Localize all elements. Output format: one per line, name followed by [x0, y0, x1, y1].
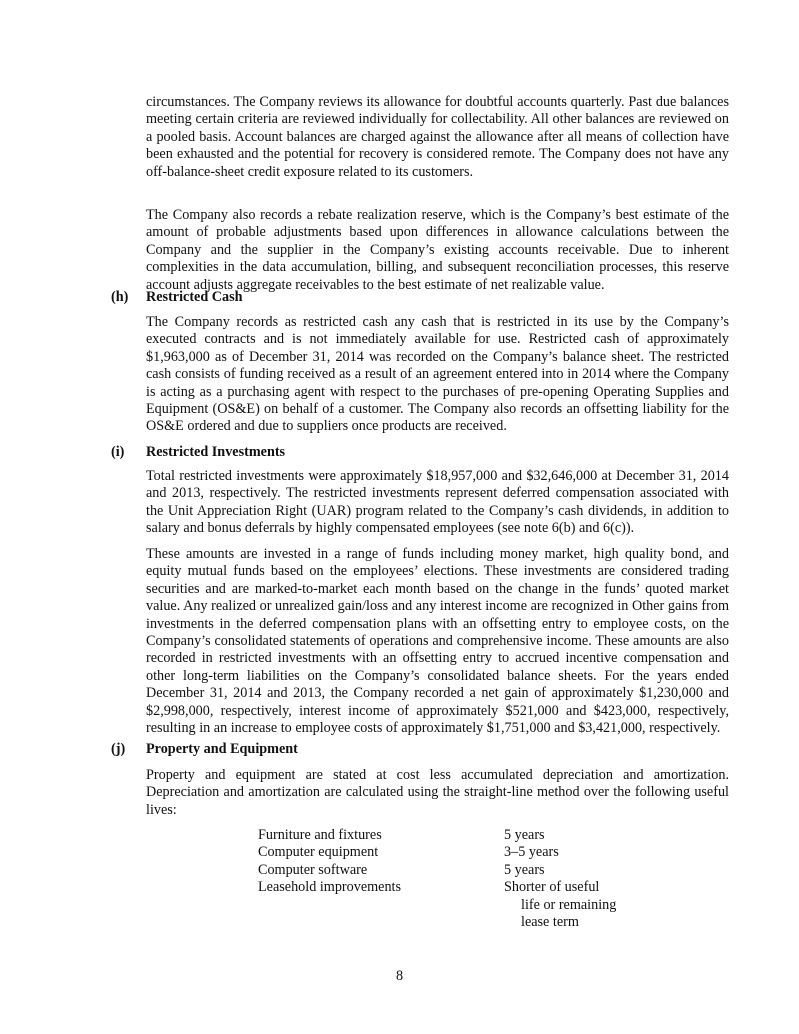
section-title: Restricted Investments	[146, 444, 286, 460]
useful-life-cell	[504, 879, 616, 931]
asset-type-cell: Furniture and fixtures	[258, 827, 382, 843]
useful-life-cell	[504, 827, 616, 844]
paragraph-investment-funds: These amounts are invested in a range of funds including money market, high quality bond, and equity mutual funds based on the employees’ elections. These investments are considered trading securities and are marked-to-market each month based on the change in the funds’ quoted market value. Any realized or unrealized gain/loss and any interest income are recognized in Other gains from investments in the deferred compensation plans with an offsetting entry to employee costs, on the Company’s consolidated statements of operations and comprehensive income. These amounts are also recorded in restricted investments with an offsetting entry to accrued incentive compensation and other long-term liabilities on the Company’s consolidated balance sheets. For the years ended December 31, 2014 and 2013, the Company recorded a net gain of approximately $1,230,000 and $2,998,000, respectively, interest income of approximately $521,000 and $423,000, respectively, resulting in an increase to employee costs of approximately $1,751,000 and $3,421,000, respectively.	[146, 546, 729, 737]
table-row	[258, 827, 616, 844]
page-number: 8	[395, 968, 404, 984]
useful-life-continuation: lease term	[521, 914, 579, 931]
asset-type-cell: Leasehold improvements	[258, 879, 402, 896]
paragraph-restricted-investments: Total restricted investments were approximately $18,957,000 and $32,646,000 at December 31, 2014 and 2013, respectively. The restricted investments represent deferred compensation associated with the Unit Appreciation Right (UAR) program related to the Company’s cash dividends, in addition to salary and bonus deferrals by highly compensated employees (see note 6(b) and 6(c)).	[146, 468, 729, 537]
table-row	[258, 879, 616, 931]
useful-life-cell	[504, 844, 616, 861]
section-title: Restricted Cash	[146, 289, 243, 305]
section-title: Property and Equipment	[146, 741, 298, 757]
useful-life-value: 3–5 years	[504, 844, 559, 861]
asset-type-cell: Computer equipment	[258, 844, 379, 861]
asset-type-cell: Computer software	[258, 861, 368, 878]
section-letter: (h)	[111, 289, 129, 305]
useful-life-value: 5 years	[504, 861, 545, 878]
paragraph-property-equipment: Property and equipment are stated at cost less accumulated depreciation and amortization. Depreciation and amortization are calculated using the straight-line method over the following useful lives:	[146, 767, 729, 818]
useful-life-value: Shorter of useful	[504, 879, 600, 896]
useful-lives-body	[258, 827, 616, 931]
section-letter: (j)	[111, 741, 126, 757]
useful-life-value: 5 years	[504, 827, 545, 843]
section-heading-property-equipment	[111, 741, 298, 758]
useful-life-cell	[504, 862, 616, 879]
section-heading-restricted-cash	[111, 289, 243, 306]
table-row	[258, 862, 616, 879]
section-letter: (i)	[111, 444, 125, 460]
table-row	[258, 844, 616, 861]
paragraph-restricted-cash: The Company records as restricted cash any cash that is restricted in its use by the Company’s executed contracts and is not immediately available for use. Restricted cash of approximately $1,963,000 as of December 31, 2014 was recorded on the Company’s balance sheet. The restricted cash consists of funding received as a result of an agreement entered into in 2014 where the Company is acting as a purchasing agent with respect to the purchases of pre-opening Operating Supplies and Equipment (OS&E) on behalf of a customer. The Company also records an offsetting liability for the OS&E ordered and due to suppliers once products are received.	[146, 314, 729, 435]
paragraph-rebate-reserve: The Company also records a rebate realization reserve, which is the Company’s best estimate of the amount of probable adjustments based upon differences in allowance calculations between the Company and the supplier in the Company’s existing accounts receivable. Due to inherent complexities in the data accumulation, billing, and subsequent reconciliation processes, this reserve account adjusts aggregate receivables to the best estimate of net realizable value.	[146, 207, 729, 293]
useful-life-continuation: life or remaining	[521, 896, 617, 913]
useful-lives-table	[258, 827, 616, 931]
paragraph-allowance-review: circumstances. The Company reviews its allowance for doubtful accounts quarterly. Past due balances meeting certain criteria are reviewed individually for collectability. All other balances are reviewed on a pooled basis. Account balances are charged against the allowance after all means of collection have been exhausted and the potential for recovery is considered remote. The Company does not have any off-balance-sheet credit exposure related to its customers.	[146, 94, 729, 180]
section-heading-restricted-investments	[111, 444, 285, 461]
